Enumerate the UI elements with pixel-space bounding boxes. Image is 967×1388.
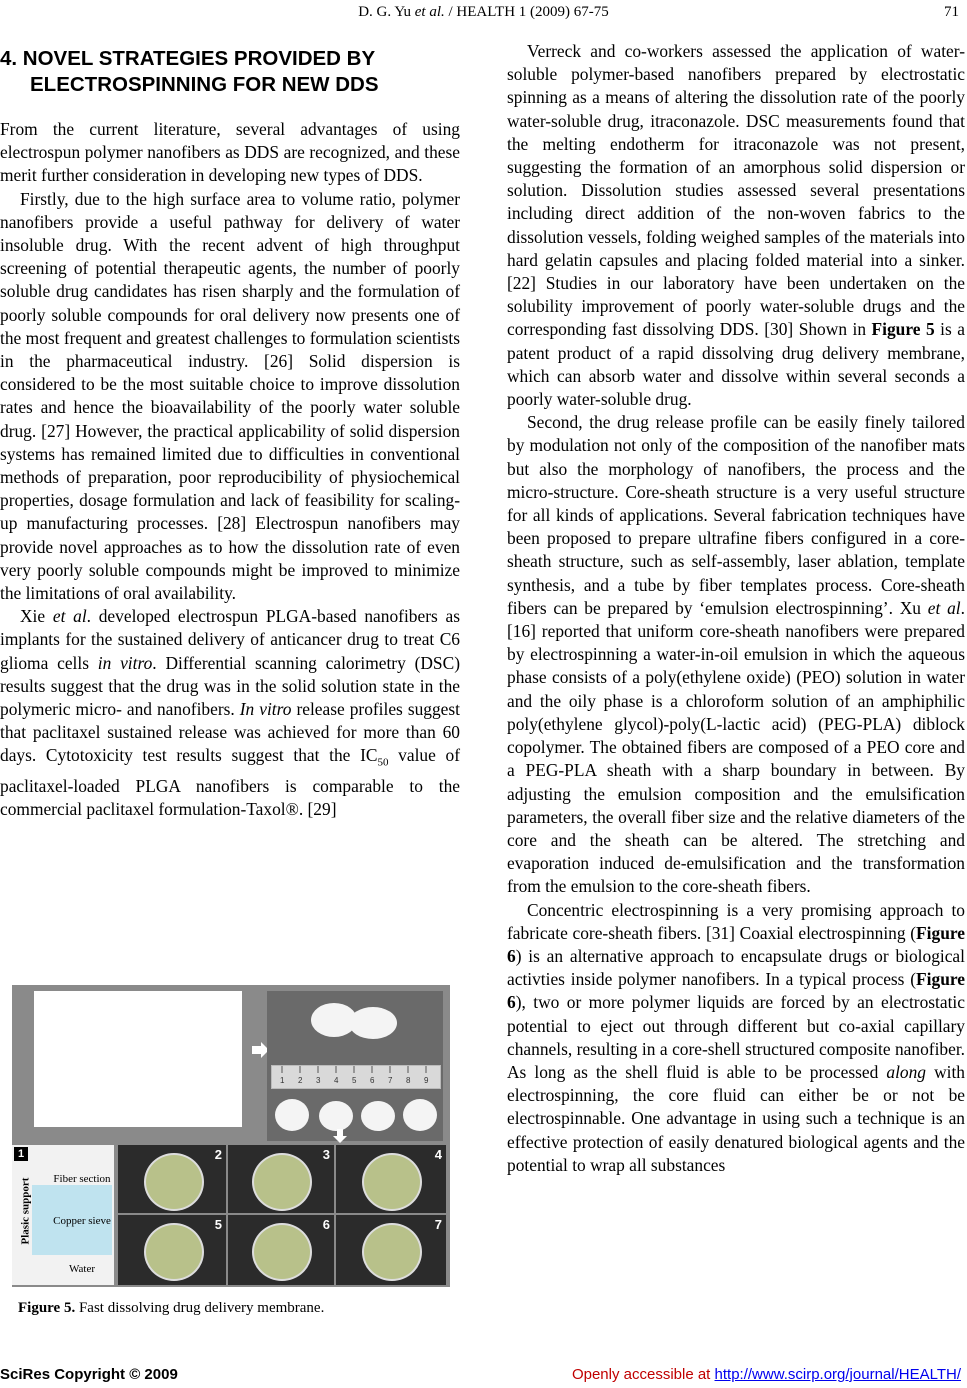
copper-sieve-label: Copper sieve xyxy=(53,1215,111,1227)
ruler xyxy=(271,1065,441,1089)
ruler-mark: 4 xyxy=(334,1076,339,1085)
panel-number: 2 xyxy=(214,1147,222,1162)
figure-reference: Figure 6 xyxy=(507,922,965,966)
text: ), two or more polymer liquids are forced by an electrostatic potential to eject out through different but co-axial capillary channels, resulting in a core-shell structured composite nanofiber. As long as the shell fluid is able to be processed xyxy=(507,992,965,1082)
right-column xyxy=(507,40,965,1177)
text: value of paclitaxel-loaded PLGA nanofibers is comparable to the commercial paclitaxel formulation-Taxol®. [29] xyxy=(0,745,460,820)
plastic-support-label: Plasic support xyxy=(19,1177,32,1245)
paragraph xyxy=(507,40,965,411)
figure-reference: Figure 5 xyxy=(871,319,935,340)
disk xyxy=(403,1099,437,1131)
photo-panel-2 xyxy=(118,1145,226,1213)
running-head-authors: D. G. Yu xyxy=(358,4,415,20)
panel-number: 3 xyxy=(322,1147,330,1162)
caption-label: Figure 5. xyxy=(18,1300,76,1316)
panel-number: 6 xyxy=(322,1217,330,1232)
running-head-etal: et al. xyxy=(414,4,445,20)
ruler-ticks xyxy=(272,1066,440,1088)
panel-number: 4 xyxy=(434,1147,442,1162)
ruler-mark: 8 xyxy=(406,1076,411,1085)
text-italic: et al xyxy=(52,606,87,627)
photo-panel-4 xyxy=(336,1145,446,1213)
photo-panel-3 xyxy=(228,1145,334,1213)
section-title-line1: 4. NOVEL STRATEGIES PROVIDED BY xyxy=(0,47,376,70)
text: . developed electrospun PLGA-based nanofibers as implants for the sustained delivery of anticancer drug to treat C6 glioma cells xyxy=(0,606,460,673)
disk-panel xyxy=(267,991,443,1141)
dish xyxy=(144,1153,204,1211)
figure-reference: Figure 6 xyxy=(507,969,965,1013)
panel-number: 5 xyxy=(214,1217,222,1232)
text: Concentric electrospinning is a very promising approach to fabricate core-sheath fibers. [31] Coaxial electrospinning ( xyxy=(507,899,965,943)
paragraph: From the current literature, several advantages of using electrospun polymer nanofibers as DDS are recognized, and these merit further consideration in developing new types of DDS. xyxy=(0,119,460,186)
dish xyxy=(252,1223,312,1281)
photo-panel-7 xyxy=(336,1215,446,1285)
figure-caption xyxy=(18,1300,324,1317)
disk xyxy=(319,1101,353,1131)
running-head-journal: / HEALTH 1 (2009) 67-75 xyxy=(444,4,609,20)
fiber-section-label: Fiber section xyxy=(53,1173,111,1185)
text: Verreck and co-workers assessed the application of water-soluble polymer-based nanofibers prepared by electrostatic spinning as a means of altering the dissolution rate of the poorly water-soluble drug, itraconazole. DSC measurements found that the melting endotherm for itraconazole was not present, suggesting the formation of an amorphous solid dispersion or solution. Dissolution studies assessed several presentations including direct addition of the non-woven fabrics to the dissolution vessels, folding weighed samples of the materials into hard gelatin capsules and placing folded material into a sinker. [22] Studies in our laboratory have been undertaken on the solubility improvement of poorly water-soluble drugs and the corresponding fast dissolving DDS. [30] Shown in xyxy=(507,41,965,340)
disk xyxy=(361,1101,395,1131)
running-head xyxy=(0,4,967,21)
water-label: Water xyxy=(69,1263,95,1275)
disk xyxy=(349,1007,397,1039)
figure-5-image xyxy=(12,985,450,1287)
photo-panel-5 xyxy=(118,1215,226,1285)
panel-number: 7 xyxy=(434,1217,442,1232)
section-title xyxy=(0,46,460,98)
text: . [16] reported that uniform core-sheath nanofibers were prepared by electrospinning a water-in-oil emulsion in which the aqueous phase consists of a poly(ethylene oxide) (PEO) solution in water and the oily phase is a chloroform solution of an amphiphilic poly(ethylene glycol)-poly(L-lactic acid) (PEG-PLA) diblock copolymer. The obtained fibers are composed of a PEO core and a PEG-PLA sheath with a sharp boundary in between. By adjusting the emulsion composition and the emulsification parameters, the overall fiber size and the relative diameters of the core and the sheath can be altered. The stretching and evaporation induced de-emulsification and the transformation from the emulsion to the core-sheath fibers. xyxy=(507,597,965,897)
page-header xyxy=(0,0,967,30)
footer-access-text: Openly accessible at xyxy=(571,1366,715,1383)
text-italic: along xyxy=(886,1061,927,1082)
text: with electrospinning, the core fluid can either be or not be electrospinnable. One advantage in using such a technique is an effective protection of easily denatured biological agents and the potential to wrap all substances xyxy=(507,1061,965,1175)
subscript: 50 xyxy=(377,756,389,769)
dish xyxy=(252,1153,312,1211)
text-italic: In vitro xyxy=(239,699,292,720)
paragraph xyxy=(507,411,965,898)
disk xyxy=(275,1099,309,1131)
photo-panel-6 xyxy=(228,1215,334,1285)
text: . Differential scanning calorimetry (DSC) results suggest that the drug was in the solid solution state in the polymeric micro- and nanofibers. xyxy=(0,652,460,720)
page-number: 71 xyxy=(944,4,959,20)
dish xyxy=(144,1223,204,1281)
ruler-mark: 7 xyxy=(388,1076,393,1085)
text: Second, the drug release profile can be easily finely tailored by modulation not only of the composition of the nanofiber mats but also the morphology of nanofibers, the process and the micro-structure. Core-sheath structure is a very useful structure for all kinds of applications. Several fabrication techniques have been proposed to prepare ultrafine fibers configured in a core-sheath structure, such as self-assembly, laser ablation, template synthesis, and a tube by fiber templates process. Core-sheath fibers can be prepared by ‘emulsion electrospinning’. Xu xyxy=(507,412,965,618)
ruler-mark: 3 xyxy=(316,1076,321,1085)
text-italic: in vitro xyxy=(97,652,153,673)
footer-access xyxy=(572,1366,961,1383)
journal-link[interactable]: http://www.scirp.org/journal/HEALTH/ xyxy=(714,1366,961,1383)
ruler-mark: 9 xyxy=(424,1076,429,1085)
paragraph xyxy=(507,899,965,1177)
ruler-mark: 6 xyxy=(370,1076,375,1085)
paragraph: Firstly, due to the high surface area to volume ratio, polymer nanofibers provide a useful pathway for delivery of water insoluble drug. With the recent advent of high throughput screening of potential therapeutic agents, the number of poorly soluble drug candidates has risen sharply and the formulation of poorly soluble compounds for oral delivery now presents one of the most frequent and greatest challenges to formulation scientists in the pharmaceutical industry. [26] Solid dispersion is considered to be the most suitable choice to improve dissolution rates and hence the bioavailability of the poorly water soluble drug. [27] However, the practical applicability of solid dispersion systems has remained limited due to difficulties in conventional methods of preparation, poor reproducibility of physiochemical properties, dosage formulation and lack of feasibility for scaling-up manufacturing processes. [28] Electrospun nanofibers may provide novel approaches as to how the dissolution rate of even very poorly soluble compounds might be improved to minimize the limitations of oral availability. xyxy=(0,188,460,604)
membrane-sheet xyxy=(34,991,242,1127)
paragraph xyxy=(0,605,460,821)
panel-number: 1 xyxy=(14,1147,28,1161)
left-column xyxy=(0,40,460,822)
text-italic: et al xyxy=(927,597,961,618)
section-title-line2: ELECTROSPINNING FOR NEW DDS xyxy=(30,73,379,96)
text: ) is an alternative approach to encapsulate drugs or biological activties inside polymer nanofibers. In a typical process ( xyxy=(507,945,965,990)
ruler-mark: 2 xyxy=(298,1076,303,1085)
ruler-mark: 5 xyxy=(352,1076,357,1085)
dish xyxy=(362,1153,422,1211)
text: release profiles suggest that paclitaxel sustained release was achieved for more than 60 days. Cytotoxicity test results suggest that the IC xyxy=(0,699,461,766)
caption-text: Fast dissolving drug delivery membrane. xyxy=(75,1300,325,1316)
text: Xie xyxy=(20,606,53,627)
fiber-diagram xyxy=(12,1145,114,1285)
arrow-down-icon xyxy=(332,1128,348,1144)
ruler-mark: 1 xyxy=(280,1076,285,1085)
dish xyxy=(362,1223,422,1281)
text: is a patent product of a rapid dissolving drug delivery membrane, which can absorb water and dissolve within several seconds a poorly water-soluble drug. xyxy=(507,319,965,410)
footer-copyright: SciRes Copyright © 2009 xyxy=(0,1366,178,1383)
